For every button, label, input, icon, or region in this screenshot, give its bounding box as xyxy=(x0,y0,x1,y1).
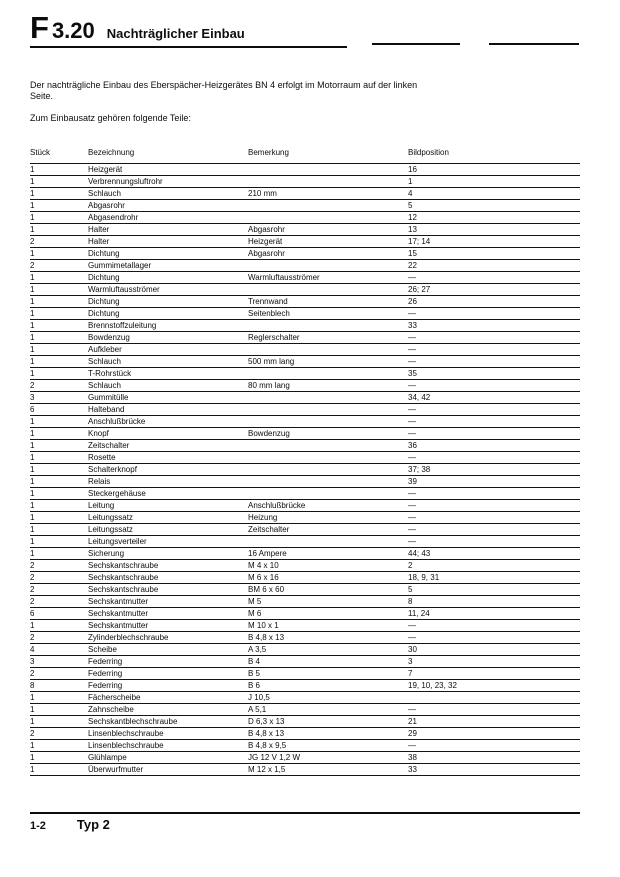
cell-bemerkung xyxy=(248,464,405,476)
cell-bezeichnung: Federring xyxy=(88,680,248,692)
cell-bemerkung xyxy=(248,416,405,428)
cell-bezeichnung: Sechskantschraube xyxy=(88,560,248,572)
cell-bezeichnung: Sechskantschraube xyxy=(88,584,248,596)
table-row xyxy=(30,224,580,236)
table-row xyxy=(30,548,580,560)
table-row xyxy=(30,728,580,740)
table-row xyxy=(30,680,580,692)
section-number: 3.20 xyxy=(51,18,95,43)
cell-bildposition: — xyxy=(405,356,580,368)
cell-stueck: 6 xyxy=(30,608,88,620)
cell-bildposition: 8 xyxy=(405,596,580,608)
cell-bildposition: 3 xyxy=(405,656,580,668)
table-row xyxy=(30,752,580,764)
cell-bildposition: — xyxy=(405,428,580,440)
header-row xyxy=(30,148,580,164)
cell-stueck: 1 xyxy=(30,716,88,728)
cell-bezeichnung: Sicherung xyxy=(88,548,248,560)
cell-bildposition: — xyxy=(405,380,580,392)
cell-bezeichnung: Federring xyxy=(88,668,248,680)
cell-bildposition: — xyxy=(405,308,580,320)
cell-stueck: 1 xyxy=(30,452,88,464)
table-row xyxy=(30,332,580,344)
table-row xyxy=(30,188,580,200)
cell-bildposition: 19, 10, 23, 32 xyxy=(405,680,580,692)
section-letter: F xyxy=(30,10,48,45)
cell-bemerkung: Bowdenzug xyxy=(248,428,405,440)
cell-stueck: 3 xyxy=(30,392,88,404)
cell-bemerkung xyxy=(248,536,405,548)
page-header xyxy=(30,10,245,46)
cell-stueck: 1 xyxy=(30,356,88,368)
cell-bemerkung: M 5 xyxy=(248,596,405,608)
cell-bezeichnung: Zahnscheibe xyxy=(88,704,248,716)
cell-bildposition: — xyxy=(405,500,580,512)
col-header-stueck: Stück xyxy=(30,148,88,164)
cell-bildposition: 38 xyxy=(405,752,580,764)
cell-stueck: 2 xyxy=(30,584,88,596)
cell-bildposition: 12 xyxy=(405,212,580,224)
cell-bemerkung xyxy=(248,164,405,176)
cell-bezeichnung: T-Rohrstück xyxy=(88,368,248,380)
cell-bildposition: — xyxy=(405,632,580,644)
table-row xyxy=(30,764,580,776)
cell-bemerkung xyxy=(248,404,405,416)
cell-bildposition: 30 xyxy=(405,644,580,656)
cell-bezeichnung: Schlauch xyxy=(88,356,248,368)
header-rule-segment xyxy=(372,43,460,45)
cell-bezeichnung: Aufkleber xyxy=(88,344,248,356)
cell-stueck: 1 xyxy=(30,212,88,224)
table-row xyxy=(30,716,580,728)
cell-stueck: 2 xyxy=(30,632,88,644)
cell-bezeichnung: Schlauch xyxy=(88,380,248,392)
cell-bemerkung: BM 6 x 60 xyxy=(248,584,405,596)
cell-stueck: 1 xyxy=(30,692,88,704)
cell-bildposition: 16 xyxy=(405,164,580,176)
parts-table-body xyxy=(30,164,580,776)
cell-bemerkung: Heizung xyxy=(248,512,405,524)
cell-bezeichnung: Leitungssatz xyxy=(88,512,248,524)
cell-bildposition: — xyxy=(405,488,580,500)
cell-bezeichnung: Sechskantmutter xyxy=(88,620,248,632)
table-row xyxy=(30,740,580,752)
cell-bemerkung xyxy=(248,488,405,500)
table-row xyxy=(30,584,580,596)
cell-stueck: 2 xyxy=(30,560,88,572)
cell-bildposition: — xyxy=(405,332,580,344)
table-row xyxy=(30,308,580,320)
table-row xyxy=(30,704,580,716)
cell-stueck: 6 xyxy=(30,404,88,416)
table-row xyxy=(30,452,580,464)
cell-bemerkung xyxy=(248,176,405,188)
cell-stueck: 1 xyxy=(30,524,88,536)
cell-bezeichnung: Relais xyxy=(88,476,248,488)
table-row xyxy=(30,272,580,284)
cell-stueck: 1 xyxy=(30,740,88,752)
cell-bezeichnung: Abgasrohr xyxy=(88,200,248,212)
cell-bezeichnung: Rosette xyxy=(88,452,248,464)
cell-bemerkung: B 4,8 x 9,5 xyxy=(248,740,405,752)
cell-bildposition: — xyxy=(405,404,580,416)
cell-bezeichnung: Zylinderblechschraube xyxy=(88,632,248,644)
table-row xyxy=(30,656,580,668)
table-row xyxy=(30,488,580,500)
table-row xyxy=(30,344,580,356)
footer-model-label: Typ 2 xyxy=(76,817,110,832)
cell-bemerkung xyxy=(248,200,405,212)
cell-bildposition: 39 xyxy=(405,476,580,488)
cell-bezeichnung: Sechskantschraube xyxy=(88,572,248,584)
table-row xyxy=(30,200,580,212)
cell-stueck: 8 xyxy=(30,680,88,692)
intro-line: Der nachträgliche Einbau des Eberspächer-Heizgerätes BN 4 erfolgt im Motorraum auf der linken xyxy=(30,80,418,90)
cell-bildposition: 1 xyxy=(405,176,580,188)
cell-bemerkung: Reglerschalter xyxy=(248,332,405,344)
table-row xyxy=(30,536,580,548)
header-underline xyxy=(30,46,347,48)
cell-bildposition: 11, 24 xyxy=(405,608,580,620)
cell-bemerkung: B 5 xyxy=(248,668,405,680)
cell-bemerkung: 80 mm lang xyxy=(248,380,405,392)
footer-rule xyxy=(30,812,580,814)
table-row xyxy=(30,596,580,608)
cell-stueck: 1 xyxy=(30,764,88,776)
cell-bemerkung: B 4 xyxy=(248,656,405,668)
cell-bemerkung: M 12 x 1,5 xyxy=(248,764,405,776)
table-row xyxy=(30,512,580,524)
parts-table-header xyxy=(30,148,580,164)
cell-stueck: 2 xyxy=(30,728,88,740)
cell-bezeichnung: Halter xyxy=(88,236,248,248)
cell-bemerkung xyxy=(248,284,405,296)
cell-bezeichnung: Linsenblechschraube xyxy=(88,728,248,740)
cell-bemerkung: Warmluftausströmer xyxy=(248,272,405,284)
cell-stueck: 2 xyxy=(30,596,88,608)
cell-bildposition: — xyxy=(405,452,580,464)
cell-bemerkung: Trennwand xyxy=(248,296,405,308)
table-row xyxy=(30,668,580,680)
cell-bezeichnung: Knopf xyxy=(88,428,248,440)
cell-bezeichnung: Halteband xyxy=(88,404,248,416)
cell-bemerkung: A 3,5 xyxy=(248,644,405,656)
cell-bemerkung: B 4,8 x 13 xyxy=(248,632,405,644)
intro-paragraph xyxy=(30,80,417,124)
cell-bezeichnung: Gummimetallager xyxy=(88,260,248,272)
table-row xyxy=(30,476,580,488)
cell-bezeichnung: Glühlampe xyxy=(88,752,248,764)
cell-bildposition: 37; 38 xyxy=(405,464,580,476)
cell-stueck: 2 xyxy=(30,380,88,392)
col-header-bemerkung: Bemerkung xyxy=(248,148,405,164)
cell-stueck: 1 xyxy=(30,332,88,344)
cell-bemerkung: JG 12 V 1,2 W xyxy=(248,752,405,764)
cell-bildposition: 29 xyxy=(405,728,580,740)
cell-bildposition: — xyxy=(405,620,580,632)
cell-bemerkung xyxy=(248,476,405,488)
cell-bemerkung: B 4,8 x 13 xyxy=(248,728,405,740)
cell-bemerkung xyxy=(248,452,405,464)
cell-bildposition: — xyxy=(405,536,580,548)
cell-bemerkung: Abgasrohr xyxy=(248,224,405,236)
cell-bildposition: — xyxy=(405,524,580,536)
cell-stueck: 1 xyxy=(30,620,88,632)
cell-bezeichnung: Schalterknopf xyxy=(88,464,248,476)
table-row xyxy=(30,692,580,704)
table-row xyxy=(30,164,580,176)
cell-bezeichnung: Scheibe xyxy=(88,644,248,656)
cell-bezeichnung: Steckergehäuse xyxy=(88,488,248,500)
table-row xyxy=(30,236,580,248)
cell-bemerkung: M 6 x 16 xyxy=(248,572,405,584)
cell-bezeichnung: Leitungssatz xyxy=(88,524,248,536)
cell-stueck: 4 xyxy=(30,644,88,656)
cell-bildposition: — xyxy=(405,704,580,716)
cell-bezeichnung: Anschlußbrücke xyxy=(88,416,248,428)
cell-bildposition: 5 xyxy=(405,200,580,212)
cell-stueck: 1 xyxy=(30,200,88,212)
cell-bemerkung xyxy=(248,392,405,404)
cell-bezeichnung: Gummitülle xyxy=(88,392,248,404)
table-row xyxy=(30,500,580,512)
cell-stueck: 1 xyxy=(30,188,88,200)
cell-bemerkung: Heizgerät xyxy=(248,236,405,248)
cell-bezeichnung: Dichtung xyxy=(88,296,248,308)
cell-bezeichnung: Zeitschalter xyxy=(88,440,248,452)
cell-stueck: 1 xyxy=(30,320,88,332)
cell-bildposition: 33 xyxy=(405,320,580,332)
table-row xyxy=(30,284,580,296)
cell-stueck: 1 xyxy=(30,536,88,548)
cell-stueck: 1 xyxy=(30,488,88,500)
cell-stueck: 1 xyxy=(30,512,88,524)
cell-bemerkung xyxy=(248,212,405,224)
cell-bemerkung xyxy=(248,440,405,452)
parts-table xyxy=(30,148,580,776)
cell-stueck: 1 xyxy=(30,428,88,440)
cell-bezeichnung: Leitung xyxy=(88,500,248,512)
cell-bezeichnung: Dichtung xyxy=(88,272,248,284)
cell-stueck: 2 xyxy=(30,572,88,584)
cell-stueck: 1 xyxy=(30,704,88,716)
table-row xyxy=(30,392,580,404)
table-row xyxy=(30,404,580,416)
cell-bildposition: — xyxy=(405,272,580,284)
cell-bezeichnung: Heizgerät xyxy=(88,164,248,176)
cell-stueck: 1 xyxy=(30,476,88,488)
cell-bildposition: 2 xyxy=(405,560,580,572)
footer-page-number: 1-2 xyxy=(30,820,46,832)
cell-bildposition: 22 xyxy=(405,260,580,272)
cell-bildposition: 4 xyxy=(405,188,580,200)
cell-bezeichnung: Dichtung xyxy=(88,248,248,260)
cell-stueck: 1 xyxy=(30,368,88,380)
cell-stueck: 3 xyxy=(30,656,88,668)
table-row xyxy=(30,356,580,368)
table-row xyxy=(30,608,580,620)
table-row xyxy=(30,440,580,452)
cell-bezeichnung: Federring xyxy=(88,656,248,668)
cell-bemerkung xyxy=(248,320,405,332)
cell-bemerkung: 210 mm xyxy=(248,188,405,200)
cell-bemerkung: Anschlußbrücke xyxy=(248,500,405,512)
cell-bildposition: — xyxy=(405,344,580,356)
cell-bildposition xyxy=(405,692,580,704)
cell-stueck: 1 xyxy=(30,176,88,188)
cell-stueck: 1 xyxy=(30,344,88,356)
table-row xyxy=(30,212,580,224)
table-row xyxy=(30,560,580,572)
cell-bemerkung xyxy=(248,344,405,356)
cell-bildposition: — xyxy=(405,416,580,428)
cell-stueck: 2 xyxy=(30,260,88,272)
cell-bezeichnung: Überwurfmutter xyxy=(88,764,248,776)
cell-stueck: 1 xyxy=(30,752,88,764)
cell-stueck: 1 xyxy=(30,272,88,284)
cell-stueck: 1 xyxy=(30,464,88,476)
table-row xyxy=(30,380,580,392)
page-title: Nachträglicher Einbau xyxy=(106,26,245,41)
cell-stueck: 1 xyxy=(30,416,88,428)
table-row xyxy=(30,368,580,380)
col-header-bildposition: Bildposition xyxy=(405,148,580,164)
cell-bildposition: 15 xyxy=(405,248,580,260)
table-row xyxy=(30,644,580,656)
cell-stueck: 1 xyxy=(30,164,88,176)
cell-bemerkung: B 6 xyxy=(248,680,405,692)
cell-bildposition: 26 xyxy=(405,296,580,308)
intro-line: Seite. xyxy=(30,91,54,101)
cell-stueck: 2 xyxy=(30,668,88,680)
table-row xyxy=(30,572,580,584)
cell-bildposition: 36 xyxy=(405,440,580,452)
cell-bildposition: 7 xyxy=(405,668,580,680)
cell-bemerkung: Abgasrohr xyxy=(248,248,405,260)
cell-bemerkung xyxy=(248,368,405,380)
cell-stueck: 1 xyxy=(30,296,88,308)
cell-bezeichnung: Verbrennungsluftrohr xyxy=(88,176,248,188)
table-row xyxy=(30,176,580,188)
cell-stueck: 1 xyxy=(30,248,88,260)
table-row xyxy=(30,524,580,536)
cell-bezeichnung: Sechskantmutter xyxy=(88,596,248,608)
page-footer xyxy=(30,817,110,832)
cell-bezeichnung: Abgasendrohr xyxy=(88,212,248,224)
cell-bemerkung: D 6,3 x 13 xyxy=(248,716,405,728)
intro-line: Zum Einbausatz gehören folgende Teile: xyxy=(30,113,191,123)
table-row xyxy=(30,248,580,260)
cell-stueck: 1 xyxy=(30,224,88,236)
cell-bildposition: 18, 9, 31 xyxy=(405,572,580,584)
cell-bezeichnung: Sechskantmutter xyxy=(88,608,248,620)
cell-bildposition: 21 xyxy=(405,716,580,728)
table-row xyxy=(30,464,580,476)
table-row xyxy=(30,320,580,332)
cell-bezeichnung: Halter xyxy=(88,224,248,236)
cell-bildposition: — xyxy=(405,740,580,752)
table-row xyxy=(30,260,580,272)
cell-bezeichnung: Leitungsverteiler xyxy=(88,536,248,548)
cell-bemerkung: J 10,5 xyxy=(248,692,405,704)
cell-bemerkung: Zeitschalter xyxy=(248,524,405,536)
cell-bezeichnung: Linsenblechschraube xyxy=(88,740,248,752)
cell-bezeichnung: Brennstoffzuleitung xyxy=(88,320,248,332)
cell-stueck: 1 xyxy=(30,308,88,320)
cell-bildposition: 17; 14 xyxy=(405,236,580,248)
cell-bemerkung: Seitenblech xyxy=(248,308,405,320)
cell-bezeichnung: Sechskantblechschraube xyxy=(88,716,248,728)
cell-bezeichnung: Warmluftausströmer xyxy=(88,284,248,296)
cell-bildposition: 13 xyxy=(405,224,580,236)
cell-bildposition: 34, 42 xyxy=(405,392,580,404)
table-row xyxy=(30,296,580,308)
cell-stueck: 1 xyxy=(30,500,88,512)
cell-bemerkung: 500 mm lang xyxy=(248,356,405,368)
cell-stueck: 2 xyxy=(30,236,88,248)
cell-bezeichnung: Dichtung xyxy=(88,308,248,320)
table-row xyxy=(30,620,580,632)
cell-bemerkung: M 10 x 1 xyxy=(248,620,405,632)
cell-bemerkung: 16 Ampere xyxy=(248,548,405,560)
table-row xyxy=(30,428,580,440)
cell-bemerkung: M 6 xyxy=(248,608,405,620)
cell-bildposition: 44; 43 xyxy=(405,548,580,560)
table-row xyxy=(30,632,580,644)
header-rule-segment xyxy=(489,43,579,45)
cell-bemerkung xyxy=(248,260,405,272)
cell-bildposition: 35 xyxy=(405,368,580,380)
col-header-bezeichnung: Bezeichnung xyxy=(88,148,248,164)
cell-bildposition: — xyxy=(405,512,580,524)
cell-bezeichnung: Bowdenzug xyxy=(88,332,248,344)
cell-bildposition: 33 xyxy=(405,764,580,776)
cell-bezeichnung: Schlauch xyxy=(88,188,248,200)
cell-bemerkung: A 5,1 xyxy=(248,704,405,716)
cell-bemerkung: M 4 x 10 xyxy=(248,560,405,572)
cell-bildposition: 5 xyxy=(405,584,580,596)
cell-bezeichnung: Fächerscheibe xyxy=(88,692,248,704)
cell-stueck: 1 xyxy=(30,548,88,560)
cell-stueck: 1 xyxy=(30,284,88,296)
cell-bildposition: 26; 27 xyxy=(405,284,580,296)
cell-stueck: 1 xyxy=(30,440,88,452)
table-row xyxy=(30,416,580,428)
